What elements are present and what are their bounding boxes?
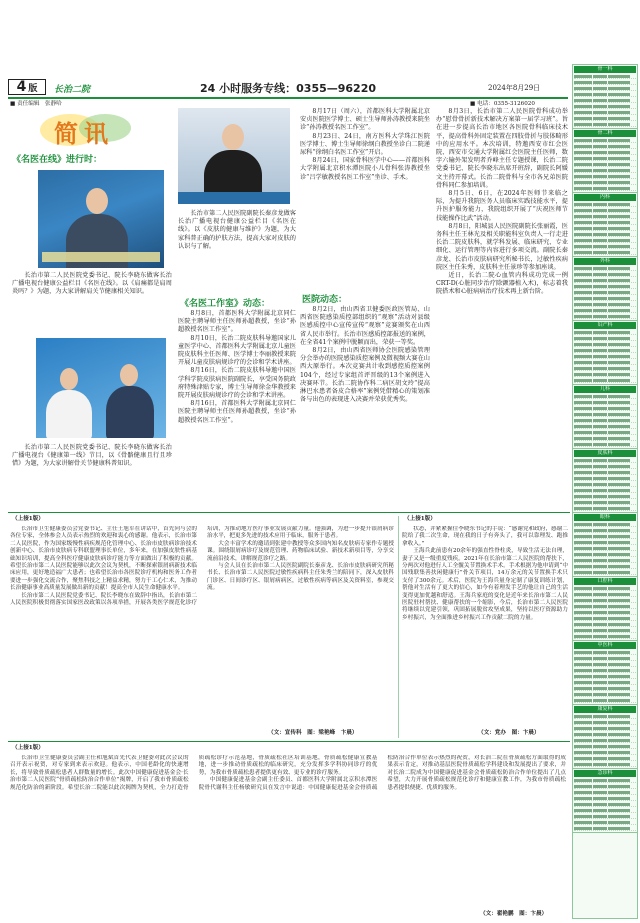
studio-news-item: 8月23日、24日，南方医科大学珠江医院医学博士、博士生导师徐纲白教授坐诊白二院递尿科“徐纲白名医工作室”开启。 xyxy=(300,132,430,157)
schedule-block xyxy=(573,257,637,321)
schedule-row xyxy=(574,761,636,767)
schedule-block xyxy=(573,513,637,577)
studio-news-list xyxy=(178,310,296,425)
schedule-block xyxy=(573,129,637,193)
phone-line: ■ 电话：0355-3126020 xyxy=(470,101,535,107)
schedule-dept-head: 中医科 xyxy=(574,642,636,649)
schedule-dept-head: 皮肤科 xyxy=(574,450,636,457)
schedule-row xyxy=(574,441,636,447)
schedule-row xyxy=(574,697,636,703)
studio-news-item: 8月17日（周六），首都医科大学附属北京安贞医院医学博士、硕士生导师孙涛教授来院坐诊“孙涛教授名医工作室”。 xyxy=(300,108,430,132)
title-art-text: 简讯 xyxy=(54,120,114,148)
hospital-news-item: 8月2日，由山西省医师协会医院感染管理分会举办的医院感染质控案例及微视频大赛在山西大原举行。本次竞赛共计收到感控质控案例104个，经过专家组首评晋级的13个案例进入决赛环节。长治二院协作科二病区胡文玲“提高淋巴水患者备皮合格率”案例凭借精心的策划准备与出色的表现进入决赛并荣获优秀奖。 xyxy=(300,347,430,404)
subhead-online: 《名医在线》进行时： xyxy=(12,155,103,165)
studio-news-item: 8月24日，国家骨科医学中心——首都医科大学附属北京积水潭医院小儿骨科张涛教授坐诊“吕学敏教授名医工作室”坐诊、手术。 xyxy=(300,157,430,181)
schedule-dept-head: 口腔科 xyxy=(574,578,636,585)
article2-para: 状态，并紧紧握住李晓东书记的手说：“感谢党和政府，感谢二院给了我二次生命，现在我的日子有奔头了，我可以靠理发、跑推拿收入。” xyxy=(402,526,568,547)
schedule-row xyxy=(574,569,636,575)
schedule-block xyxy=(573,577,637,641)
schedule-row xyxy=(574,505,636,511)
schedule-row xyxy=(574,121,636,127)
hospital-news-item: 8月2日，由山西省卫健委医政医管局、山西省医院感染质控部组织的“观察”活动对县级医感质控中心宣传宣传“观察”竞赛颁奖在山西省人民市举行。长治市医感质控部报送的案例，在全省41个案例中脱颖而出，荣获一等奖。 xyxy=(300,306,430,346)
editor-line: ■ 责任编辑 张静哈 xyxy=(10,101,62,107)
schedule-row xyxy=(574,377,636,383)
schedule-block xyxy=(573,193,637,257)
schedule-dept-head: 外科 xyxy=(574,258,636,265)
article3-byline: （文：翟艳鹏 图：卞晨） xyxy=(480,911,548,917)
schedule-block xyxy=(573,705,637,769)
schedule-dept-head: 妇产科 xyxy=(574,322,636,329)
schedule-dept-head: 眼科 xyxy=(574,514,636,521)
hospital-news-item: 8月5日、6日，在2024年医师节来临之际，为提升我院医务人员临床实践技能水平，提升医护服务能力，我院组织开展了“庆祝医师节技能操作比武”活动。 xyxy=(436,190,568,222)
schedule-dept-head: 急诊科 xyxy=(574,770,636,777)
schedule-row xyxy=(574,185,636,191)
schedule-dept-head: 骨二科 xyxy=(574,130,636,137)
issue-date: 2024年8月29日 xyxy=(488,84,541,92)
section-divider xyxy=(8,741,570,742)
schedule-block xyxy=(573,385,637,449)
hospital-news-list xyxy=(300,306,430,404)
photo-interview-2 xyxy=(36,338,166,438)
photo-interview-3 xyxy=(178,108,290,204)
article2-byline: （文：党办 图：卞晨） xyxy=(478,730,540,736)
studio-news-item: 8月16日，长治二院皮肤科导邀中国医学科学院皮肤病医院副院长，享受国务院政府特殊津贴专家，博士生导师徐金华教授来院开展皮肤病规诊疗的会诊和学术讲座。 xyxy=(178,367,296,400)
hospital-news-item: 8月3日，长治市第二人民医院骨科成功举办“慰骨骨折新技术解决方案第一届学习班”。旨在进一步提高长治市地区各医院骨科临床技术平，提高骨科外固定装置在四肢骨折与肢体畸形中的应用水平。本次培训，特邀西安市红会医院、西安市交通大学附属红会医院主任医师，数字六输外架发明者乔峰主任专题授课，长治二院党委书记、院长李晓东出席开班辞，副院长阿媛文主持开幕式。长治二院骨科与全市各兄弟医院骨科同仁参加培训。 xyxy=(436,108,568,189)
schedule-dept-head: 康复科 xyxy=(574,706,636,713)
schedule-block xyxy=(573,641,637,705)
studio-news-item: 8月16日，首都医科大学附属北京同仁医院主聘导师主任医师孙超教授，坐诊“孙超教授名医工作室”。 xyxy=(178,400,296,424)
schedule-dept-head: 骨一科 xyxy=(574,66,636,73)
studio-news-item: 8月8日，首都医科大学附属北京同仁医院主聘导师主任医师孙超教授，坐诊“孙超教授名医工作室”。 xyxy=(178,310,296,334)
hospital-news-list-cont xyxy=(436,108,568,297)
schedule-block xyxy=(573,449,637,513)
paper-name: 长治二院 xyxy=(54,85,91,95)
title-art xyxy=(30,110,140,148)
article1-continued: （上接1版） xyxy=(12,516,44,522)
article1-para: 与会人员在长治市第二人民医院副院长秦彦龙、长治市皮肤病研究所秘书长、长治市第二人民医院过敏性疾病科主任朱秀兰的陪同下，深入皮肤科门诊区、日间诊疗区、银屑病病区，过敏性疾病等病区及关资料室，参观交流。 xyxy=(207,563,394,592)
header-rule xyxy=(8,97,568,99)
article2-body xyxy=(402,526,568,730)
article1-para: 长治市第二人民医院党委书记、院长李晓东在致辞中指出，长治市第二人民医院积极贯彻落实国家医改政策以各项举措，开展各类医学规范化诊疗培训，为推动地方医疗事业发展贡献力量。他强调，为进一步提升银屑病诊治水平，把更多先进的技术应用于临床，服务于患者。 xyxy=(10,526,394,607)
schedule-row xyxy=(574,249,636,255)
hospital-news-item: 近日，长治二院心血管内科成功完成一例CRT-D(心脏同步治疗除颤器植入术)，标志着我院搭术和心脏病病治疗技术再上新台阶。 xyxy=(436,272,568,296)
article1-para: 大会丰富学术的邀请到张建中教授等众多国内知名皮肤病专家作专题授课。围绕银屑病诊疗及规范管理、药物临床试验、新技术新项目等，分享交流前沿技术，讲解规范诊疗之路。 xyxy=(207,540,394,562)
schedule-block xyxy=(573,65,637,129)
schedule-dept-head: 内科 xyxy=(574,194,636,201)
photo3-caption: 长治市第二人民医院副院长秦彦龙做客长治广播电视台健康公益栏目《名医在线》。以《皮肤的健康与维护》为题，为大家科普正确的护肤方法，提高大家对皮肤的认识与了解。 xyxy=(178,210,296,250)
schedule-row xyxy=(574,633,636,639)
studio-news-item: 8月10日，长治二院皮肤科导邀国家儿童医学中心、首都医科大学附属北京儿童医院皮肤科主任医师、医学博士李丽教授来院开展儿童皮肤病规诊疗的会诊和学术讲座。 xyxy=(178,334,296,367)
article2-continued: （上接1版） xyxy=(404,516,436,522)
page-number: 4 xyxy=(16,79,27,95)
article3-body xyxy=(10,755,566,909)
article3-para: 长治市卫生健康委员会副主任和旭斌首先代表卫健委对此次会议的召开表示祝贺，对专家到来表示欢迎。他表示，中国老龄化的快速增长，将导致骨质疏松患者人群数量的增长。此次中国健康促进基金会·长治市第二人民医院“骨质疏松防治合作单位”揭牌，开启了我市骨质疏松规范化防治的新阶段。希望长治二院能以此次揭牌为契机，全力打造骨质疏松诊疗示范基地，骨质疏松社区培训基地，骨质疏松健康宣教基地，进一步推动骨质疏松的临床研究，充分发挥多学科协同诊疗的优势，为我市骨质疏松患者提供更有效、更专业的诊疗服务。 xyxy=(10,755,378,791)
page-word: 版 xyxy=(28,83,38,94)
article1-para: 长治市卫生健康委员会党委书记、主任王旭军在讲话中，首先向与会的各位专家，全体参会人员表示热烈的欢迎和衷心的感谢。他表示，长治市第二人民医院，作为国家级慢性病疾规范化管理中心、长治市皮肤病诊治技术创新中心、长治市皮肤病专科联盟理事长单位，多年来，在加强皮肤性病基础知识培训，提高全科医疗健康皮肤病诊疗能力等方面做出了积极的贡献。希望长治市第二人民医院能够以此次会议为契机，不断探索银屑病新技术临床应用，更好地造福广大患者；也希望长治市各医院诊疗机构和医务工作者要进一步强化交流合作，聚焦科技之上精益求精，努力干工心仁术，为推动长治健康事业高质量发展做出新的贡献！提高全市人民生命健康水平。 xyxy=(10,526,197,592)
column-rule xyxy=(398,516,399,738)
hotline: 24 小时服务专线：0355—96220 xyxy=(200,82,377,95)
schedule-block xyxy=(573,321,637,385)
article2-para: 王海兵此前患有20余年的强直性脊柱炎，导致生活无法自理，妻子又是一级重度残疾。2021年在长治市第二人民医院的帮扶下，分两次对他进行人工全髋关节置换术手术。手术根据为他申请到“中国残联集善扶闲健康行”骨关节项目，14万余元的关节置换手术只支付了300余元。术后，医院为王海兵量身定制了康复训练计划，帮他对生活有了更大的信心，如今有着理发手艺的他让自己的生活变得更加优越和舒适。王海兵家庭的变化是近年来长治市第二人民医院驻村帮扶、健康帮扶的一个缩影，今后，长治市第二人民医院将继续以党建引领，巩固拓展脱贫攻坚成果，坚持以医疗资源助力乡村振兴，为全面推进乡村振兴工作贡献二院的力量。 xyxy=(402,548,568,621)
photo1-caption: 长治市第二人民医院党委书记、院长李晓东做客长治广播电视台健康公益栏目《名医在线》。以《肩痛都是肩周炎吗？》为题，为大家讲解肩关节健康相关知识。 xyxy=(12,272,172,296)
expert-clinic-schedule xyxy=(572,64,638,919)
schedule-dept-head: 儿科 xyxy=(574,386,636,393)
schedule-row xyxy=(574,825,636,831)
article3-para: 中国健康促进基金会副主任委员、首都医科大学附属北京积水潭医院骨代谢科主任杨敏研究员在发言中说道：中国健康促进基金会骨质疏松防治合作单位表示热烈的祝贺，对长治二院在骨质疏松方面取得的成果表示肯定，对推动基层医院骨质疏松学科建设和发展提出了要求，并对长治二院成为中国健康促进基金会骨质疏松防治合作单位提出了几点希望，大力开展骨质疏松规范化诊疗和健康宣教工作，为我市骨质疏松患者提供便捷、优质的服务。 xyxy=(198,755,566,791)
section-divider xyxy=(8,512,570,513)
hospital-news-item: 8月8日，阳城县人民医院副院长张丽霞，医务科主任王林光及相关职能科室负责人一行走进长治二院皮肤科，就学科发展、临床研究、专业细化、运行管理等内容进行多项交流。副院长秦彦龙、长治市皮肤病研究所秘书长，过敏性疾病院区主任朱秀，皮肤科主任景珍等参加座谈。 xyxy=(436,222,568,271)
article1-body xyxy=(10,526,394,740)
article3-continued: （上接1版） xyxy=(12,745,44,751)
schedule-block xyxy=(573,769,637,833)
schedule-row xyxy=(574,313,636,319)
photo-interview-1 xyxy=(38,170,164,268)
subhead-studio: 《名医工作室》动态： xyxy=(180,299,271,309)
subhead-hospital: 医院动态： xyxy=(302,295,348,305)
page-number-badge xyxy=(8,79,46,95)
article1-byline: （文：宣传科 图：梁艳峰 卞晨） xyxy=(268,730,358,736)
photo2-caption: 长治市第二人民医院党委书记、院长李晓东做客长治广播电视台《健康第一线》节目，以《骨骼健康且行且珍惜》为题，为大家讲解骨关节健康科普知识。 xyxy=(12,444,172,468)
studio-news-list-cont xyxy=(300,108,430,182)
